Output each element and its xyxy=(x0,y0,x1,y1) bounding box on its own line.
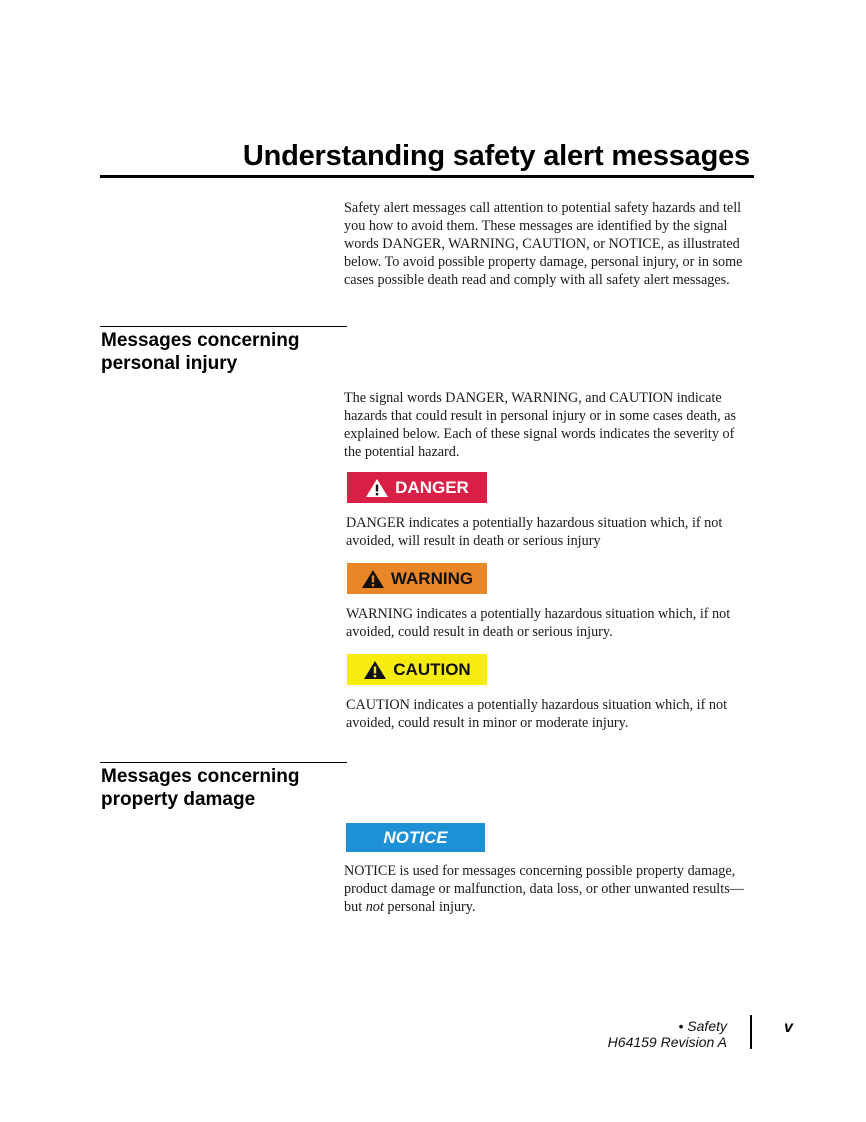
section-rule-property xyxy=(100,762,347,763)
page-number: v xyxy=(784,1019,793,1036)
danger-label xyxy=(347,472,487,503)
danger-label-text: DANGER xyxy=(395,477,469,497)
personal-injury-paragraph: The signal words DANGER, WARNING, and CAUTION indicate hazards that could result in personal injury or in some cases death, as explained below. Each of these signal words indicates the severity of the potential hazard. xyxy=(344,390,737,460)
heading-line-2: personal injury xyxy=(101,353,238,374)
notice-text-before: NOTICE is used for messages concerning possible property damage, product damage or malfunction, data loss, or other unwanted results—but xyxy=(344,863,744,915)
notice-label-text: NOTICE xyxy=(383,827,448,847)
warning-label xyxy=(347,563,487,594)
heading-line-1: Messages concerning xyxy=(101,330,300,351)
section-rule-personal xyxy=(100,326,347,327)
danger-description: DANGER indicates a potentially hazardous situation which, if not avoided, will result in death or serious injury xyxy=(346,515,723,549)
caution-label xyxy=(347,654,487,685)
heading-line-2: property damage xyxy=(101,789,256,810)
intro-paragraph: Safety alert messages call attention to potential safety hazards and tell you how to avoid them. These messages are identified by the signal words DANGER, WARNING, CAUTION, or NOTICE, as illustrated below. To avoid possible property damage, personal injury, or in some cases possible death read and comply with all safety alert messages. xyxy=(344,200,743,288)
warning-triangle-icon xyxy=(363,660,387,680)
notice-text-after: personal injury. xyxy=(383,899,476,915)
notice-description xyxy=(344,862,754,916)
notice-text-emphasis: not xyxy=(365,899,384,915)
caution-label-text: CAUTION xyxy=(393,659,471,679)
warning-label-text: WARNING xyxy=(390,568,474,588)
notice-label xyxy=(346,823,485,852)
footer-section-name: • Safety xyxy=(678,1018,727,1034)
caution-description: CAUTION indicates a potentially hazardous situation which, if not avoided, could result in minor or moderate injury. xyxy=(346,697,728,731)
page-title: Understanding safety alert messages xyxy=(242,140,750,172)
warning-description: WARNING indicates a potentially hazardous situation which, if not avoided, could result in death or serious injury. xyxy=(346,606,731,640)
warning-triangle-icon xyxy=(365,478,389,498)
footer-divider xyxy=(750,1015,752,1049)
footer-doc-id: H64159 Revision A xyxy=(607,1034,727,1050)
warning-triangle-icon xyxy=(361,569,385,589)
section-heading-personal-injury xyxy=(101,329,361,375)
title-rule xyxy=(100,175,754,178)
section-heading-property-damage xyxy=(101,765,361,811)
heading-line-1: Messages concerning xyxy=(101,766,300,787)
